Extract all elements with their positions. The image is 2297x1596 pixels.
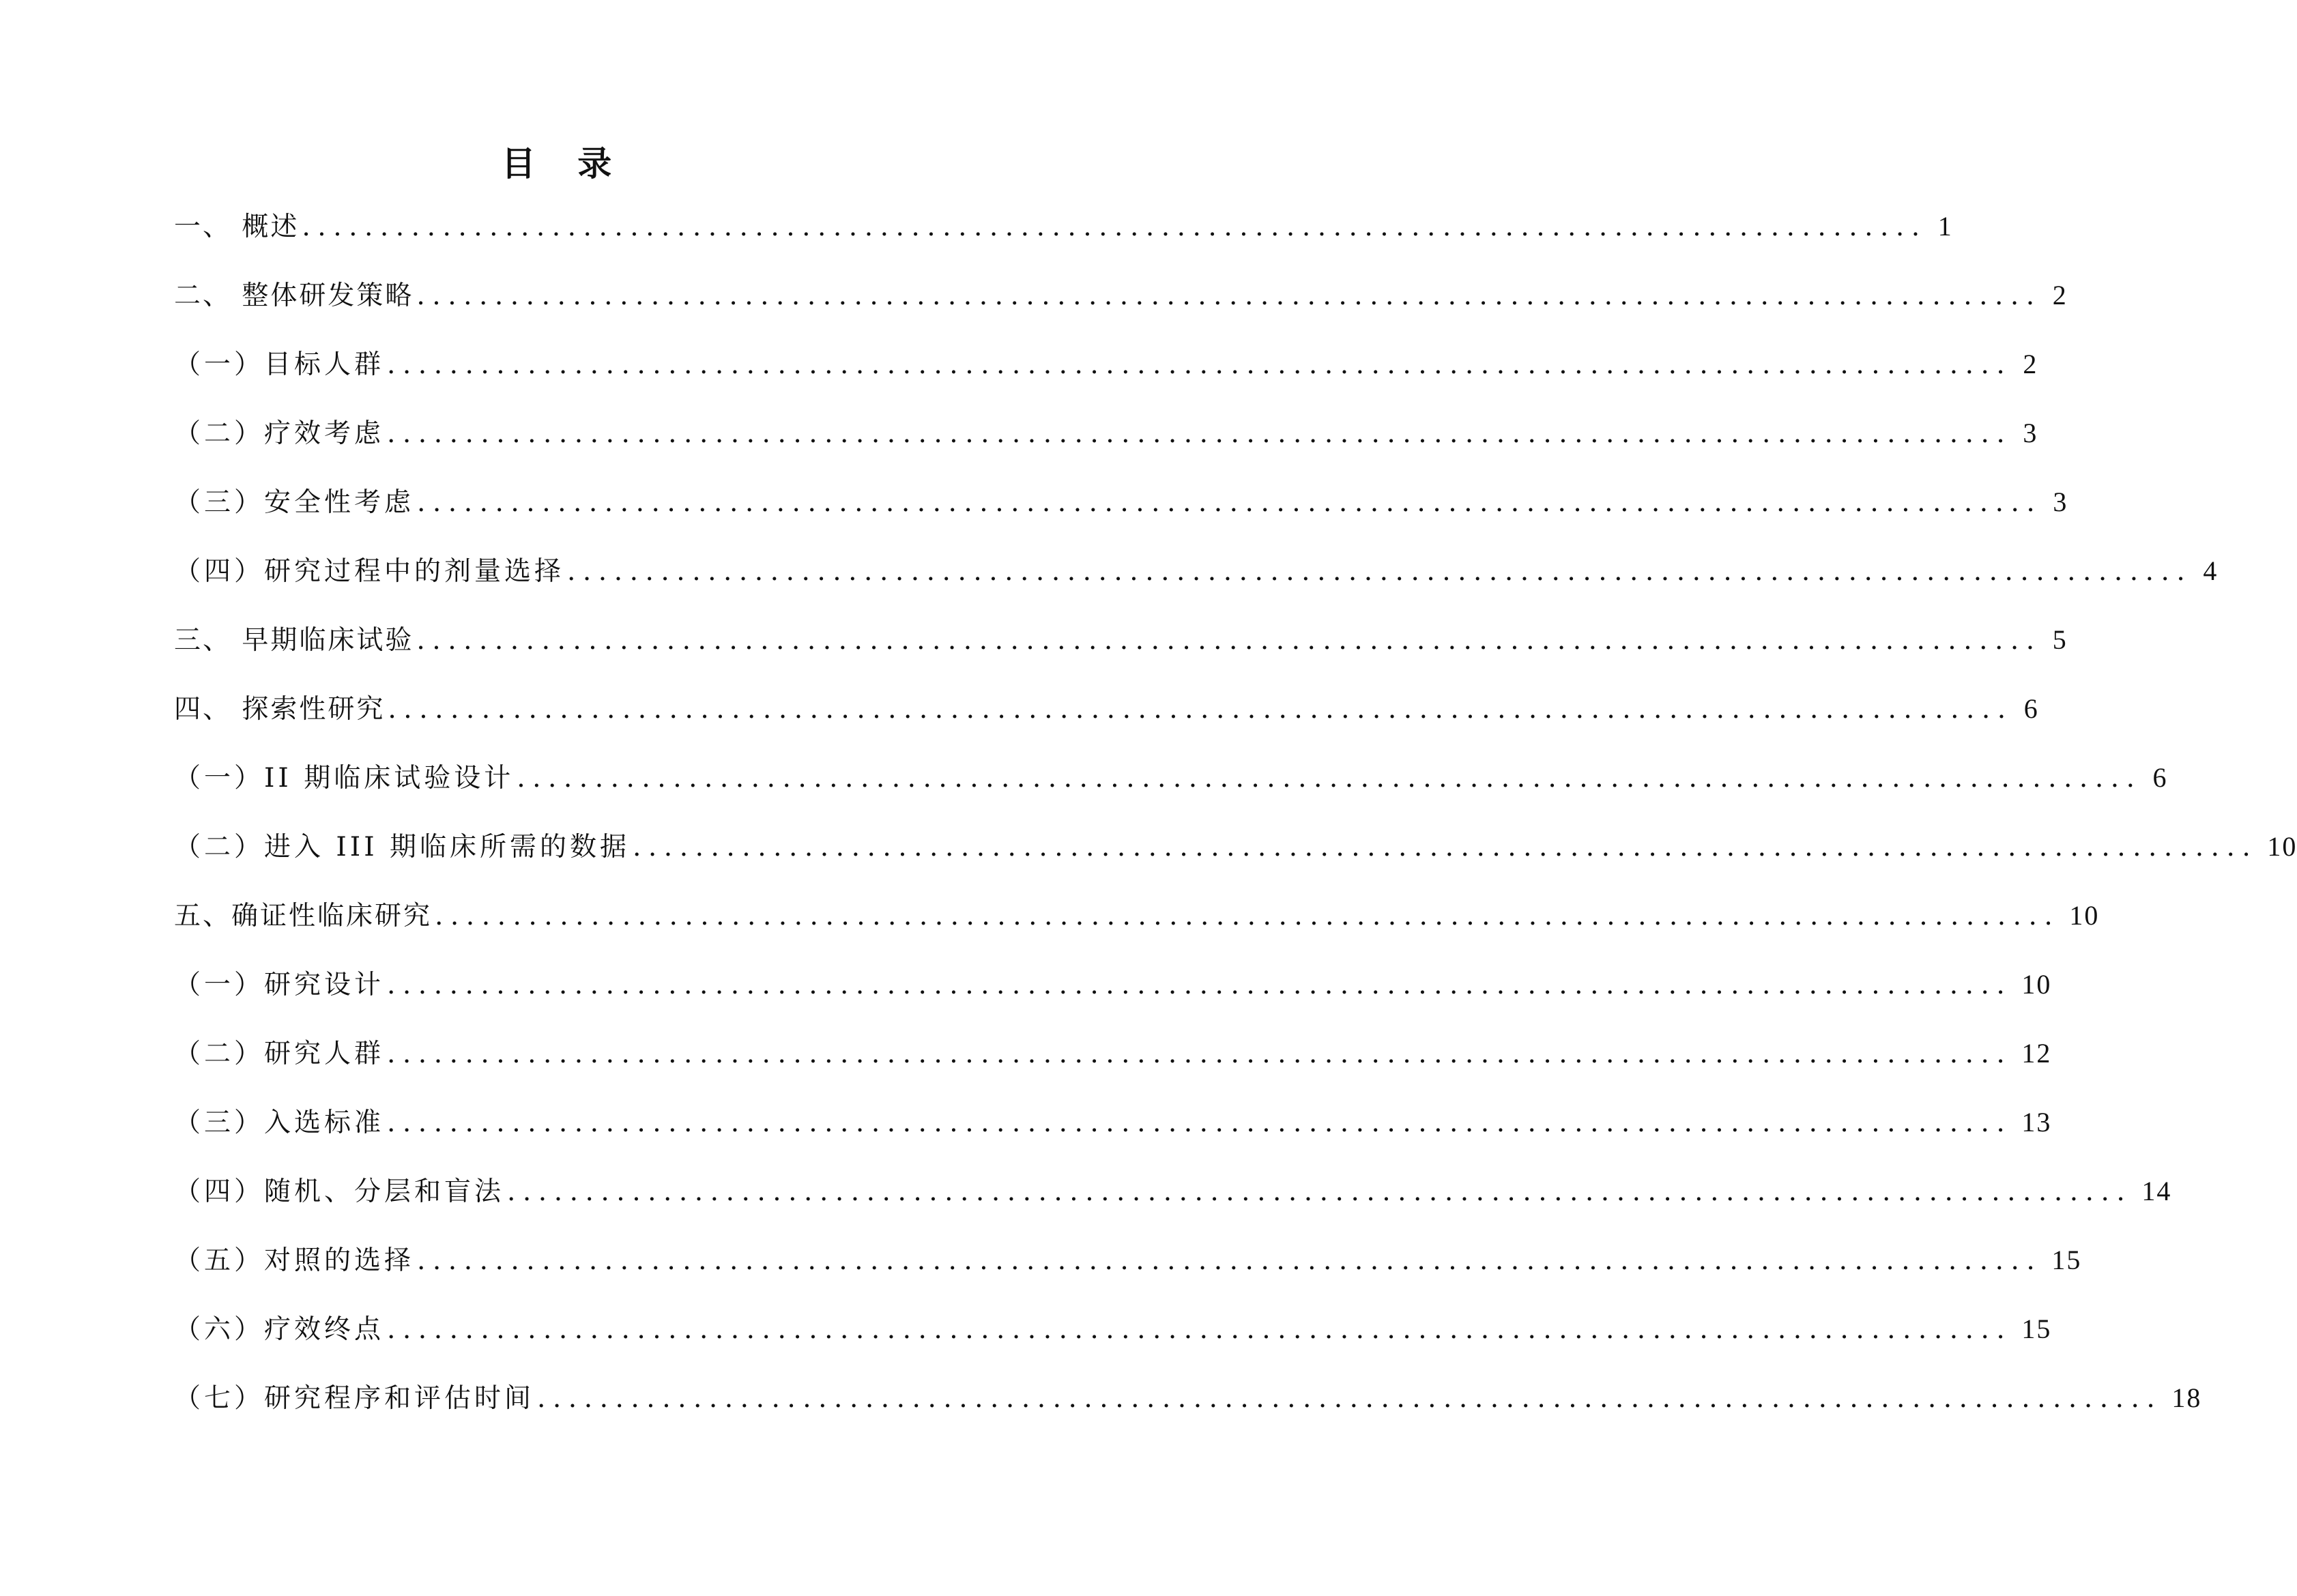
toc-dot-leader: ........................................................................................................ — [435, 901, 2060, 931]
toc-dot-leader: ........................................................................................................ — [387, 1107, 2012, 1138]
toc-entry[interactable] — [174, 203, 1953, 272]
toc-page-number: 18 — [2171, 1382, 2202, 1413]
toc-entry[interactable] — [174, 1099, 2052, 1167]
toc-dot-leader: ........................................................................................................ — [387, 349, 2012, 380]
toc-page-number: 15 — [2021, 1314, 2052, 1344]
toc-entry-label: （二）疗效考虑 — [174, 418, 385, 449]
toc-entry-label: （六）疗效终点 — [174, 1314, 385, 1345]
toc-entry-label: 四、 探索性研究 — [174, 694, 386, 725]
toc-entry-label: （四）随机、分层和盲法 — [174, 1176, 505, 1207]
toc-title: 目 录 — [501, 144, 627, 184]
toc-page-number: 3 — [2053, 487, 2068, 517]
toc-entry-label: 一、 概述 — [174, 212, 300, 242]
toc-page-number: 3 — [2023, 418, 2038, 448]
toc-entry[interactable] — [174, 823, 2297, 892]
toc-page-number: 2 — [2023, 349, 2038, 379]
toc-entry[interactable] — [174, 892, 2100, 961]
toc-entry-label: 二、 整体研发策略 — [174, 280, 414, 311]
toc-entry[interactable] — [174, 616, 2068, 685]
toc-dot-leader: ........................................................................................................ — [387, 1314, 2012, 1345]
toc-dot-leader: ........................................................................................................ — [517, 763, 2142, 794]
toc-page-number: 6 — [2023, 693, 2039, 724]
toc-page-number: 15 — [2051, 1245, 2082, 1275]
toc-dot-leader: ........................................................................................................ — [387, 970, 2012, 1000]
toc-page-number: 1 — [1937, 211, 1953, 242]
toc-page-number: 4 — [2203, 555, 2219, 586]
toc-entry-label: （一）II 期临床试验设计 — [174, 763, 515, 794]
toc-entry-label: （一）研究设计 — [174, 970, 385, 1000]
toc-dot-leader: ........................................................................................................ — [417, 487, 2042, 518]
toc-dot-leader: ........................................................................................................ — [387, 418, 2012, 449]
toc-dot-leader: ........................................................................................................ — [567, 556, 2193, 587]
toc-entry-label: （二）进入 III 期临床所需的数据 — [174, 832, 631, 862]
toc-entry[interactable] — [174, 1374, 2202, 1443]
toc-dot-leader: ........................................................................................................ — [388, 694, 2013, 725]
toc-entry-label: （七）研究程序和评估时间 — [174, 1383, 535, 1414]
toc-entry-label: 三、 早期临床试验 — [174, 625, 414, 656]
toc-entry[interactable] — [174, 272, 2068, 340]
toc-page-number: 12 — [2021, 1038, 2052, 1069]
toc-page-number: 14 — [2141, 1176, 2172, 1206]
toc-entry[interactable] — [174, 1030, 2052, 1099]
toc-page-number: 10 — [2267, 831, 2297, 862]
toc-entry-label: （三）安全性考虑 — [174, 487, 415, 518]
toc-entry[interactable] — [174, 478, 2068, 547]
toc-dot-leader: ........................................................................................................ — [633, 832, 2258, 862]
toc-entry-label: （二）研究人群 — [174, 1039, 385, 1069]
toc-page-number: 2 — [2052, 280, 2068, 310]
toc-entry[interactable] — [174, 340, 2038, 409]
toc-entry[interactable] — [174, 685, 2039, 754]
toc-dot-leader: ........................................................................................................ — [417, 1245, 2042, 1276]
toc-entry[interactable] — [174, 961, 2052, 1030]
toc-dot-leader: ........................................................................................................ — [416, 280, 2042, 311]
toc-entry-label: 五、确证性临床研究 — [174, 901, 433, 931]
toc-dot-leader: ........................................................................................................ — [537, 1383, 2163, 1414]
toc-entry[interactable] — [174, 1305, 2052, 1374]
toc-dot-leader: ........................................................................................................ — [302, 212, 1927, 242]
table-of-contents — [174, 203, 2297, 1443]
toc-page-number: 5 — [2052, 624, 2068, 655]
toc-entry[interactable] — [174, 754, 2168, 823]
toc-page-number: 6 — [2152, 762, 2168, 793]
toc-dot-leader: ........................................................................................................ — [387, 1039, 2012, 1069]
toc-entry[interactable] — [174, 1236, 2082, 1305]
toc-entry-label: （三）入选标准 — [174, 1107, 385, 1138]
toc-entry-label: （五）对照的选择 — [174, 1245, 415, 1276]
toc-page-number: 10 — [2021, 969, 2052, 1000]
toc-entry-label: （四）研究过程中的剂量选择 — [174, 556, 565, 587]
toc-entry[interactable] — [174, 409, 2038, 478]
toc-dot-leader: ........................................................................................................ — [507, 1176, 2133, 1207]
toc-page-number: 10 — [2069, 900, 2100, 931]
toc-page-number: 13 — [2021, 1107, 2052, 1137]
toc-dot-leader: ........................................................................................................ — [416, 625, 2042, 656]
toc-entry[interactable] — [174, 1167, 2172, 1236]
toc-entry-label: （一）目标人群 — [174, 349, 385, 380]
toc-entry[interactable] — [174, 547, 2219, 616]
